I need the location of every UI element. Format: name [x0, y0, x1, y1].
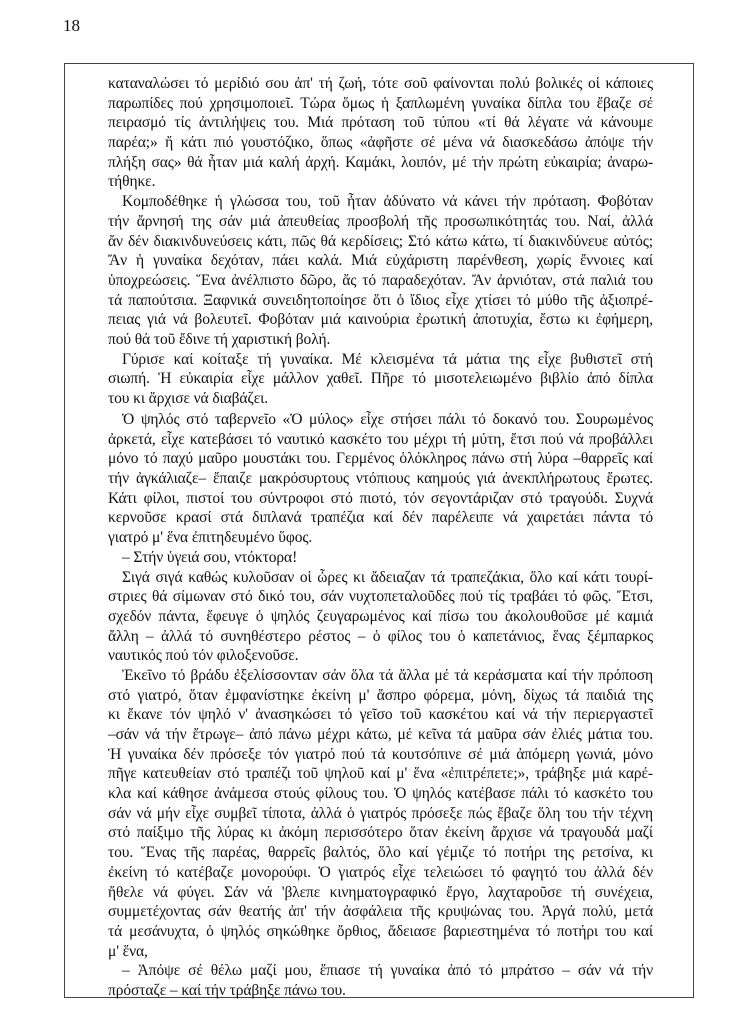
text-line: πειρασμό τίς ἀντιλήψεις του. Μιά πρόταση τοῦ τύπου «τί θά λέγατε νά κάνουμε [108, 114, 653, 132]
text-line: μόνο τό παχύ μαῦρο μουστάκι του. Γερμένος ὁλόκληρος πάνω στή λύρα –θαρρεῖς καί [108, 450, 653, 468]
text-line: τήν ἄρνησή της σάν μιά ἀπευθείας προσβολή τῆς προσωπικότητάς του. Ναί, ἀλλά [108, 212, 653, 230]
text-line: καταναλώσει τό μερίδιό σου ἀπ' τή ζωή, τότε σοῦ φαίνονται πολύ βολικές οἱ κάποιες [108, 75, 653, 92]
text-line: του. Ἕνας τῆς παρέας, θαρρεῖς βαλτός, ὅλο καί γέμιζε τό ποτήρι της ρετσίνα, κι [108, 844, 653, 862]
text-line: κι ἔκανε τόν ψηλό ν' ἀνασηκώσει τό γεῖσο τοῦ κασκέτου καί νά τήν περιεργαστεῖ [108, 706, 653, 724]
text-section-1 [108, 74, 653, 409]
text-line: ἀρκετά, εἶχε κατεβάσει τό ναυτικό κασκέτο του μέχρι τή μύτη, ἔτσι πού νά προβάλλει [108, 430, 653, 448]
text-line: Ἄν ἡ γυναίκα δεχόταν, πάει καλά. Μιά εὐχάριστη παρένθεση, χωρίς ἔννοιες καί [108, 252, 653, 270]
text-line: κερνοῦσε κρασί στά διπλανά τραπέζια καί δέν παρέλειπε νά χαιρετάει πάντα τό [108, 509, 653, 527]
text-line: τά παπούτσια. Ξαφνικά συνειδητοποίησε ὅτι ὁ ἴδιος εἶχε χτίσει τό μύθο τῆς ἀξιοπρέ- [108, 291, 653, 309]
text-line: Κάτι φίλοι, πιστοί του σύντροφοι στό πιοτό, τόν σεγοντάριζαν στό τραγούδι. Συχνά [108, 489, 653, 507]
text-line: Ἐκεῖνο τό βράδυ ἐξελίσσονταν σάν ὅλα τά ἄλλα μέ τά κεράσματα καί τήν πρόποση [122, 666, 653, 684]
text-line: στριες θά σίμωναν στό δικό του, σάν νυχτοπεταλοῦδες πού τίς τραβάει τό φῶς. Ἔτσι, [108, 588, 653, 606]
text-line: τά μεσάνυχτα, ὁ ψηλός σηκώθηκε ὄρθιος, ἄδειασε βαριεστημένα τό ποτήρι του καί [108, 922, 653, 940]
text-line: ἄν δέν διακινδυνεύσεις κάτι, πῶς θά κερδίσεις; Στό κάτω κάτω, τί διακινδύνευε αὐτός; [108, 232, 653, 250]
page-number: 18 [63, 16, 80, 35]
text-line: τήθηκε. [108, 173, 156, 191]
text-line: ναυτικός πού τόν φιλοξενοῦσε. [108, 647, 299, 665]
text-line: ἤθελε νά φύγει. Σάν νά 'βλεπε κινηματογραφικό ἔργο, λαχταροῦσε τή συνέχεια, [108, 883, 653, 901]
text-line: ὑποχρεώσεις. Ἕνα ἀνέλπιστο δῶρο, ἄς τό παραδεχόταν. Ἄν ἀρνιόταν, στά παλιά του [108, 271, 653, 289]
text-line: πειας γιά νά βολευτεῖ. Φοβόταν μιά καινούρια ἐρωτική ἀποτυχία, ἔστω κι ἐφήμερη, [108, 311, 653, 329]
text-line: στό παίξιμο τῆς λύρας κι ἀκόμη περισσότερο ὅταν ἐκείνη ἄρχισε νά τραγουδά μαζί [108, 824, 653, 842]
text-line: παρωπίδες πού χρησιμοποιεῖ. Τώρα ὅμως ἡ ξαπλωμένη γυναίκα δίπλα του ἔβαζε σέ [108, 94, 653, 112]
text-line: Κομποδέθηκε ἡ γλώσσα του, τοῦ ἦταν ἀδύνατο νά κάνει τήν πρόταση. Φοβόταν [122, 193, 653, 211]
text-line: Γύρισε καί κοίταξε τή γυναίκα. Μέ κλεισμένα τά μάτια της εἶχε βυθιστεῖ στή [122, 350, 653, 368]
text-line: πρόσταζε – καί τήν τράβηξε πάνω του. [108, 981, 346, 999]
text-line: σάν νά μήν εἶχε συμβεῖ τίποτα, ἀλλά ὁ γιατρός πρόσεξε πώς ἔβαζε ὅλη του τήν τέχνη [108, 804, 653, 822]
text-line: πῆγε κατευθείαν στό τραπέζι τοῦ ψηλοῦ καί μ' ἕνα «ἐπιτρέπετε;», τράβηξε μιά καρέ- [108, 765, 653, 783]
text-line: στό γιατρό, ὅταν ἐμφανίστηκε ἐκείνη μ' ἄσπρο φόρεμα, μόνη, δίχως τά παιδιά της [108, 686, 653, 704]
text-line: σχεδόν πάντα, ἔφευγε ὁ ψηλός ζευγαρωμένος καί πίσω του ἀκολουθοῦσε μέ καμιά [108, 607, 653, 625]
text-line: συμμετέχοντας σάν θεατής ἀπ' τήν ἀσφάλεια τῆς κρυψώνας του. Ἀργά πολύ, μετά [108, 903, 653, 921]
text-line: –σάν νά τήν ἔτρωγε– ἀπό πάνω μέχρι κάτω, μέ κεῖνα τά μαῦρα σάν ἐλιές μάτια του. [108, 726, 653, 743]
text-line: – Στήν ὑγειά σου, ντόκτορα! [122, 548, 298, 566]
text-line: σιωπή. Ἡ εὐκαιρία εἶχε μάλλον χαθεῖ. Πῆρε τό μισοτελειωμένο βιβλίο ἀπό δίπλα [108, 370, 653, 388]
text-line: γιατρό μ' ἕνα ἐπιτηδευμένο ὕφος. [108, 529, 313, 547]
text-line: κλα καί κάθησε ἀνάμεσα στούς φίλους του. Ὁ ψηλός κατέβασε πάλι τό κασκέτο του [108, 785, 653, 803]
text-section-2 [108, 410, 653, 1001]
text-line: Σιγά σιγά καθώς κυλοῦσαν οἱ ὧρες κι ἄδειαζαν τά τραπεζάκια, ὅλο καί κάτι τουρί- [122, 568, 653, 586]
text-line: ἐκείνη τό κατέβαζε μονορούφι. Ὁ γιατρός εἶχε τελειώσει τό φαγητό του ἀλλά δέν [108, 863, 653, 881]
text-line: πλήξη σας» θά ἦταν μιά καλή ἀρχή. Καμάκι, λοιπόν, μέ τήν πρώτη εὐκαιρία; ἀναρω- [108, 153, 653, 171]
text-line: μ' ἕνα, [108, 942, 148, 960]
text-line: παρέα;» ἤ κάτι πιό γουστόζικο, ὅπως «ἀφῆστε σέ μένα νά διασκεδάσω ἀπόψε τήν [108, 134, 653, 152]
text-line: τήν ἀγκάλιαζε– ἔπαιζε μακρόσυρτους ντόπιους καημούς γιά ἀνεκπλήρωτους ἔρωτες. [108, 470, 653, 488]
text-line: – Ἀπόψε σέ θέλω μαζί μου, ἔπιασε τή γυναίκα ἀπό τό μπράτσο – σάν νά τήν [122, 962, 653, 980]
text-line: του κι ἄρχισε νά διαβάζει. [108, 390, 269, 407]
text-line: Ὁ ψηλός στό ταβερνεῖο «Ὁ μύλος» εἶχε στήσει πάλι τό δοκανό του. Σουρωμένος [122, 411, 653, 428]
text-line: πού θά τοῦ ἔδινε τή χαριστική βολή. [108, 330, 331, 348]
text-line: Ἡ γυναίκα δέν πρόσεξε τόν γιατρό πού τά κουτσόπινε σέ μιά ἀπόμερη γωνιά, μόνο [108, 745, 653, 763]
text-line: ἄλλη – ἀλλά τό συνηθέστερο ρέστος – ὁ φίλος του ὁ καπετάνιος, ἕνας ξέμπαρκος [108, 627, 653, 645]
